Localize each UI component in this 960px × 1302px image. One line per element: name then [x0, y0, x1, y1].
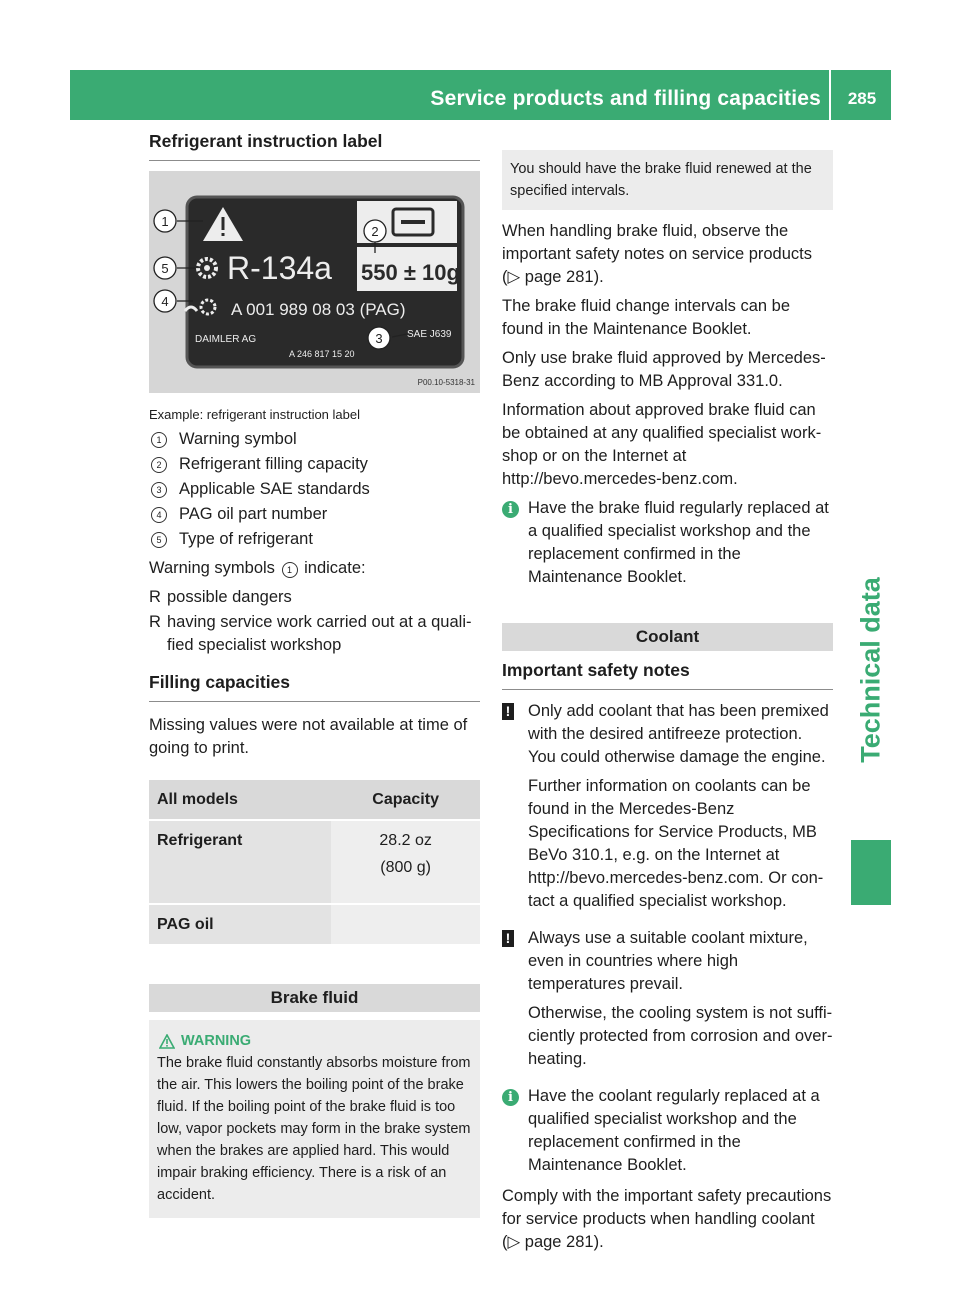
figure-caption: Example: refrigerant instruction label — [149, 407, 360, 422]
paragraph: Comply with the important safety precautions for service products when handling coolant (▷ page 281). — [502, 1187, 832, 1251]
row-label: Refrigerant — [149, 820, 331, 904]
info-note: i Have the brake fluid regularly replaced at a qualified specialist workshop and the replacement confirmed in the Maintenance Booklet. — [502, 497, 833, 589]
callout-number: 1 — [282, 562, 298, 578]
legend-item — [149, 453, 480, 476]
svg-text:1: 1 — [161, 214, 169, 229]
notice-exclamation-icon: ! — [502, 703, 514, 720]
svg-text:SAE J639: SAE J639 — [407, 329, 452, 340]
svg-text:550 ± 10g: 550 ± 10g — [361, 260, 460, 285]
warning-text: The brake fluid constantly absorbs moisture from the air. This lowers the boiling point of the brake fluid. If the boiling point of the brake fluid is too low, vapor pockets may form in the brake system when the brakes are applied hard. This would impair braking efficiency. There is a risk of an accident. — [157, 1055, 471, 1203]
right-column — [502, 150, 833, 1260]
bullet-item: R having service work carried out at a quali-fied specialist workshop — [149, 613, 472, 654]
warning-symbols-text: Warning symbols 1 indicate: — [149, 559, 366, 577]
svg-text:R-134a: R-134a — [227, 250, 332, 286]
callout-number: 5 — [151, 532, 167, 548]
legend-text: Refrigerant filling capacity — [179, 455, 368, 473]
warning-triangle-icon — [159, 1034, 175, 1049]
capacities-table — [149, 780, 480, 946]
legend-item — [149, 428, 480, 451]
legend-text: Warning symbol — [179, 430, 297, 448]
warning-box — [149, 1020, 480, 1218]
column-header: Capacity — [331, 780, 480, 820]
legend-item — [149, 528, 480, 551]
svg-text:3: 3 — [375, 331, 383, 346]
callout-number: 2 — [151, 457, 167, 473]
notice: ! Only add coolant that has been premixed with the desired antifreeze protection. You could otherwise damage the engine. Further information on coolants can be found in the Mercedes-Benz Specifications for Service Products, MB BeVo 310.1, e.g. on the Internet at http://bevo.mercedes-benz.com. Or con-tact a qualified specialist workshop. — [502, 700, 833, 919]
svg-text:2: 2 — [371, 224, 379, 239]
table-header-row — [149, 780, 480, 820]
refrigerant-heading: Refrigerant instruction label — [149, 130, 480, 161]
info-icon: i — [502, 1089, 519, 1106]
header-bar — [70, 70, 891, 120]
svg-text:DAIMLER AG: DAIMLER AG — [195, 334, 257, 345]
filling-capacities-heading: Filling capacities — [149, 671, 480, 702]
brake-fluid-renew-note: You should have the brake fluid renewed at the specified intervals. — [502, 150, 833, 210]
column-header: All models — [149, 780, 331, 820]
coolant-header: Coolant — [502, 623, 833, 651]
chapter-tab — [851, 520, 891, 820]
paragraph: When handling brake fluid, observe the important safety notes on service products (▷ page 281). — [502, 222, 812, 286]
table-row — [149, 904, 480, 945]
callout-number: 4 — [151, 507, 167, 523]
page-number: 285 — [847, 89, 877, 108]
legend-text: PAG oil part number — [179, 505, 328, 523]
callout-number: 1 — [151, 432, 167, 448]
svg-text:4: 4 — [161, 294, 169, 309]
bullet-item: R possible dangers — [149, 588, 292, 606]
table-row — [149, 820, 480, 904]
paragraph: Information about approved brake fluid can be obtained at any qualified specialist work-shop or on the Internet at http://bevo.mercedes-benz.com. — [502, 401, 822, 488]
left-column — [149, 130, 480, 1218]
row-value: 28.2 oz (800 g) — [331, 820, 480, 904]
legend-text: Applicable SAE standards — [179, 480, 370, 498]
chapter-label: Technical data — [855, 577, 886, 763]
svg-text:P00.10-5318-31: P00.10-5318-31 — [417, 378, 475, 387]
refrigerant-label-figure — [149, 171, 480, 393]
svg-text:A 246 817 15 20: A 246 817 15 20 — [289, 349, 355, 359]
warning-title: WARNING — [157, 1030, 472, 1052]
info-note: i Have the coolant regularly replaced at a qualified specialist workshop and the replacement confirmed in the Maintenance Booklet. — [502, 1085, 833, 1177]
row-label: PAG oil — [149, 904, 331, 945]
missing-values-note: Missing values were not available at time of going to print. — [149, 716, 468, 757]
paragraph: Only use brake fluid approved by Mercedes-Benz according to MB Approval 331.0. — [502, 349, 826, 390]
legend-item — [149, 478, 480, 501]
legend-text: Type of refrigerant — [179, 530, 313, 548]
section-title: Service products and filling capacities — [430, 87, 821, 110]
chapter-marker — [851, 840, 891, 905]
notice-exclamation-icon: ! — [502, 930, 514, 947]
safety-notes-heading: Important safety notes — [502, 659, 833, 690]
paragraph: The brake fluid change intervals can be found in the Maintenance Booklet. — [502, 297, 791, 338]
legend-item — [149, 503, 480, 526]
refrigerant-label-drawing — [149, 171, 480, 393]
info-icon: i — [502, 501, 519, 518]
svg-text:5: 5 — [161, 261, 169, 276]
legend-list — [149, 428, 480, 551]
brake-fluid-header: Brake fluid — [149, 984, 480, 1012]
row-value — [331, 904, 480, 945]
notice: ! Always use a suitable coolant mixture, even in countries where high temperatures prevail. Otherwise, the cooling system is not suffi-ciently protected from corrosion and over-heating. — [502, 927, 833, 1077]
callout-number: 3 — [151, 482, 167, 498]
header-divider — [829, 70, 831, 120]
svg-text:A 001 989 08 03 (PAG): A 001 989 08 03 (PAG) — [231, 300, 406, 319]
